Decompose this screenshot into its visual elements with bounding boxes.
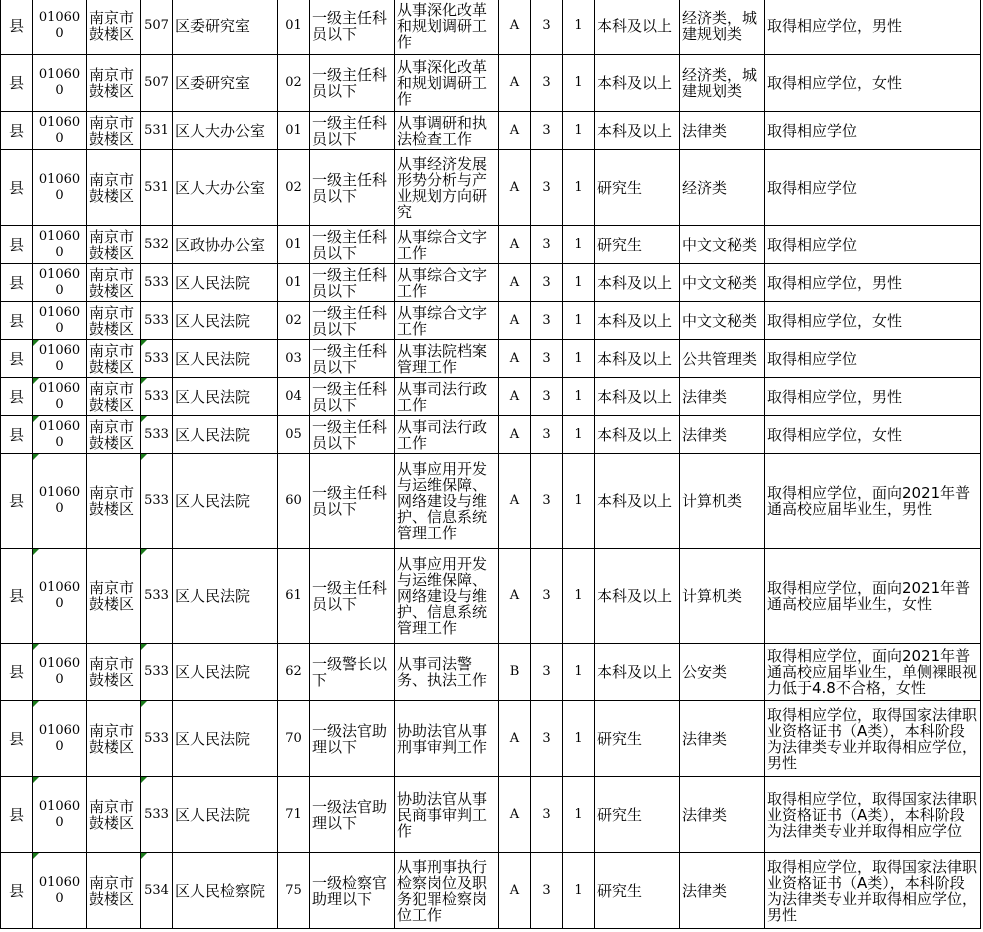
unit-cell: 区人民法院 — [173, 454, 278, 549]
unit-code-cell: 533 — [141, 340, 173, 378]
level-cell: 县 — [1, 549, 33, 644]
ratio-cell: 3 — [531, 0, 563, 55]
ratio-cell: 3 — [531, 112, 563, 150]
district-cell: 南京市鼓楼区 — [87, 112, 141, 150]
major-cell: 计算机类 — [680, 549, 765, 644]
level-cell: 县 — [1, 701, 33, 777]
requirements-cell: 取得相应学位，面向2021年普通高校应届毕业生，单侧裸眼视力低于4.8不合格，女性 — [765, 644, 981, 701]
unit-cell: 区人民法院 — [173, 302, 278, 340]
duty-cell: 从事调研和执法检查工作 — [395, 112, 499, 150]
position-code-cell: 02 — [278, 150, 310, 226]
unit-cell: 区人民法院 — [173, 416, 278, 454]
duty-cell: 从事应用开发与运维保障、网络建设与维护、信息系统管理工作 — [395, 549, 499, 644]
rank-cell: 一级主任科员以下 — [310, 416, 395, 454]
table-row — [1, 644, 981, 701]
requirements-cell: 取得相应学位，取得国家法律职业资格证书（A类），本科阶段为法律类专业并取得相应学位，男性 — [765, 853, 981, 929]
district-cell: 南京市鼓楼区 — [87, 777, 141, 853]
recruit-number-cell: 1 — [563, 226, 595, 264]
recruit-number-cell: 1 — [563, 644, 595, 701]
education-cell: 本科及以上 — [595, 302, 680, 340]
education-cell: 本科及以上 — [595, 340, 680, 378]
duty-cell: 从事司法行政工作 — [395, 378, 499, 416]
unit-code-cell: 533 — [141, 644, 173, 701]
unit-code-cell: 533 — [141, 416, 173, 454]
duty-cell: 从事经济发展形势分析与产业规划方向研究 — [395, 150, 499, 226]
code-cell: 010600 — [33, 853, 87, 929]
rank-cell: 一级主任科员以下 — [310, 454, 395, 549]
code-cell: 010600 — [33, 454, 87, 549]
unit-cell: 区人民法院 — [173, 701, 278, 777]
duty-cell: 从事深化改革和规划调研工作 — [395, 0, 499, 55]
rank-cell: 一级主任科员以下 — [310, 264, 395, 302]
major-cell: 法律类 — [680, 112, 765, 150]
unit-cell: 区人民检察院 — [173, 853, 278, 929]
unit-cell: 区人大办公室 — [173, 112, 278, 150]
level-cell: 县 — [1, 150, 33, 226]
rank-cell: 一级主任科员以下 — [310, 226, 395, 264]
recruit-number-cell: 1 — [563, 378, 595, 416]
code-cell: 010600 — [33, 644, 87, 701]
position-code-cell: 01 — [278, 0, 310, 55]
unit-code-cell: 531 — [141, 150, 173, 226]
unit-cell: 区政协办公室 — [173, 226, 278, 264]
level-cell: 县 — [1, 416, 33, 454]
level-cell: 县 — [1, 55, 33, 112]
requirements-cell: 取得相应学位，取得国家法律职业资格证书（A类），本科阶段为法律类专业并取得相应学位，男性 — [765, 701, 981, 777]
requirements-cell: 取得相应学位，女性 — [765, 55, 981, 112]
position-code-cell: 70 — [278, 701, 310, 777]
duty-cell: 从事综合文字工作 — [395, 226, 499, 264]
unit-cell: 区人大办公室 — [173, 150, 278, 226]
education-cell: 本科及以上 — [595, 264, 680, 302]
unit-cell: 区人民法院 — [173, 264, 278, 302]
requirements-cell: 取得相应学位 — [765, 150, 981, 226]
rank-cell: 一级法官助理以下 — [310, 777, 395, 853]
major-cell: 经济类，城建规划类 — [680, 0, 765, 55]
duty-cell: 从事综合文字工作 — [395, 302, 499, 340]
category-cell: A — [499, 302, 531, 340]
table-row — [1, 701, 981, 777]
category-cell: A — [499, 150, 531, 226]
recruit-number-cell: 1 — [563, 777, 595, 853]
position-code-cell: 04 — [278, 378, 310, 416]
rank-cell: 一级主任科员以下 — [310, 340, 395, 378]
code-cell: 010600 — [33, 55, 87, 112]
district-cell: 南京市鼓楼区 — [87, 701, 141, 777]
category-cell: A — [499, 340, 531, 378]
major-cell: 经济类 — [680, 150, 765, 226]
position-code-cell: 01 — [278, 264, 310, 302]
unit-cell: 区委研究室 — [173, 0, 278, 55]
category-cell: A — [499, 701, 531, 777]
district-cell: 南京市鼓楼区 — [87, 416, 141, 454]
district-cell: 南京市鼓楼区 — [87, 264, 141, 302]
district-cell: 南京市鼓楼区 — [87, 644, 141, 701]
unit-code-cell: 533 — [141, 454, 173, 549]
education-cell: 研究生 — [595, 777, 680, 853]
recruit-number-cell: 1 — [563, 112, 595, 150]
requirements-cell: 取得相应学位，男性 — [765, 264, 981, 302]
duty-cell: 从事司法行政工作 — [395, 416, 499, 454]
level-cell: 县 — [1, 112, 33, 150]
education-cell: 研究生 — [595, 701, 680, 777]
unit-code-cell: 533 — [141, 549, 173, 644]
unit-code-cell: 533 — [141, 302, 173, 340]
code-cell: 010600 — [33, 112, 87, 150]
level-cell: 县 — [1, 454, 33, 549]
requirements-cell: 取得相应学位 — [765, 112, 981, 150]
category-cell: A — [499, 112, 531, 150]
education-cell: 本科及以上 — [595, 378, 680, 416]
category-cell: A — [499, 226, 531, 264]
unit-cell: 区委研究室 — [173, 55, 278, 112]
education-cell: 本科及以上 — [595, 644, 680, 701]
education-cell: 研究生 — [595, 150, 680, 226]
category-cell: A — [499, 777, 531, 853]
rank-cell: 一级主任科员以下 — [310, 55, 395, 112]
code-cell: 010600 — [33, 416, 87, 454]
major-cell: 公安类 — [680, 644, 765, 701]
rank-cell: 一级主任科员以下 — [310, 0, 395, 55]
position-code-cell: 71 — [278, 777, 310, 853]
major-cell: 经济类，城建规划类 — [680, 55, 765, 112]
education-cell: 本科及以上 — [595, 55, 680, 112]
code-cell: 010600 — [33, 0, 87, 55]
major-cell: 计算机类 — [680, 454, 765, 549]
district-cell: 南京市鼓楼区 — [87, 150, 141, 226]
ratio-cell: 3 — [531, 340, 563, 378]
education-cell: 研究生 — [595, 226, 680, 264]
unit-code-cell: 531 — [141, 112, 173, 150]
rank-cell: 一级警长以下 — [310, 644, 395, 701]
requirements-cell: 取得相应学位，面向2021年普通高校应届毕业生，男性 — [765, 454, 981, 549]
table-row — [1, 150, 981, 226]
district-cell: 南京市鼓楼区 — [87, 0, 141, 55]
unit-code-cell: 507 — [141, 0, 173, 55]
table-row — [1, 302, 981, 340]
level-cell: 县 — [1, 378, 33, 416]
category-cell: A — [499, 0, 531, 55]
major-cell: 法律类 — [680, 378, 765, 416]
code-cell: 010600 — [33, 150, 87, 226]
ratio-cell: 3 — [531, 416, 563, 454]
duty-cell: 从事综合文字工作 — [395, 264, 499, 302]
code-cell: 010600 — [33, 226, 87, 264]
ratio-cell: 3 — [531, 853, 563, 929]
level-cell: 县 — [1, 777, 33, 853]
ratio-cell: 3 — [531, 150, 563, 226]
unit-code-cell: 507 — [141, 55, 173, 112]
education-cell: 研究生 — [595, 853, 680, 929]
category-cell: A — [499, 853, 531, 929]
district-cell: 南京市鼓楼区 — [87, 853, 141, 929]
category-cell: A — [499, 416, 531, 454]
level-cell: 县 — [1, 264, 33, 302]
major-cell: 公共管理类 — [680, 340, 765, 378]
position-code-cell: 60 — [278, 454, 310, 549]
code-cell: 010600 — [33, 378, 87, 416]
ratio-cell: 3 — [531, 701, 563, 777]
rank-cell: 一级主任科员以下 — [310, 549, 395, 644]
ratio-cell: 3 — [531, 264, 563, 302]
table-row — [1, 853, 981, 929]
table-row — [1, 112, 981, 150]
level-cell: 县 — [1, 0, 33, 55]
requirements-cell: 取得相应学位，面向2021年普通高校应届毕业生，女性 — [765, 549, 981, 644]
district-cell: 南京市鼓楼区 — [87, 226, 141, 264]
unit-code-cell: 533 — [141, 777, 173, 853]
level-cell: 县 — [1, 302, 33, 340]
recruit-number-cell: 1 — [563, 853, 595, 929]
ratio-cell: 3 — [531, 549, 563, 644]
duty-cell: 从事深化改革和规划调研工作 — [395, 55, 499, 112]
recruit-number-cell: 1 — [563, 416, 595, 454]
major-cell: 中文文秘类 — [680, 302, 765, 340]
rank-cell: 一级主任科员以下 — [310, 112, 395, 150]
recruit-number-cell: 1 — [563, 701, 595, 777]
unit-cell: 区人民法院 — [173, 777, 278, 853]
requirements-cell: 取得相应学位，女性 — [765, 302, 981, 340]
table-row — [1, 454, 981, 549]
district-cell: 南京市鼓楼区 — [87, 55, 141, 112]
unit-code-cell: 534 — [141, 853, 173, 929]
recruit-number-cell: 1 — [563, 340, 595, 378]
table-row — [1, 777, 981, 853]
unit-code-cell: 532 — [141, 226, 173, 264]
ratio-cell: 3 — [531, 302, 563, 340]
district-cell: 南京市鼓楼区 — [87, 454, 141, 549]
major-cell: 法律类 — [680, 701, 765, 777]
duty-cell: 协助法官从事刑事审判工作 — [395, 701, 499, 777]
rank-cell: 一级法官助理以下 — [310, 701, 395, 777]
education-cell: 本科及以上 — [595, 0, 680, 55]
position-code-cell: 01 — [278, 112, 310, 150]
duty-cell: 从事应用开发与运维保障、网络建设与维护、信息系统管理工作 — [395, 454, 499, 549]
code-cell: 010600 — [33, 549, 87, 644]
duty-cell: 从事法院档案管理工作 — [395, 340, 499, 378]
table-row — [1, 226, 981, 264]
code-cell: 010600 — [33, 777, 87, 853]
position-code-cell: 61 — [278, 549, 310, 644]
recruit-number-cell: 1 — [563, 302, 595, 340]
requirements-cell: 取得相应学位，男性 — [765, 378, 981, 416]
position-code-cell: 62 — [278, 644, 310, 701]
category-cell: A — [499, 264, 531, 302]
table-row — [1, 340, 981, 378]
district-cell: 南京市鼓楼区 — [87, 378, 141, 416]
recruit-number-cell: 1 — [563, 0, 595, 55]
position-code-cell: 02 — [278, 55, 310, 112]
position-code-cell: 75 — [278, 853, 310, 929]
category-cell: A — [499, 454, 531, 549]
education-cell: 本科及以上 — [595, 549, 680, 644]
unit-code-cell: 533 — [141, 378, 173, 416]
code-cell: 010600 — [33, 340, 87, 378]
code-cell: 010600 — [33, 264, 87, 302]
ratio-cell: 3 — [531, 55, 563, 112]
education-cell: 本科及以上 — [595, 416, 680, 454]
table-row — [1, 416, 981, 454]
position-code-cell: 05 — [278, 416, 310, 454]
rank-cell: 一级主任科员以下 — [310, 378, 395, 416]
level-cell: 县 — [1, 226, 33, 264]
education-cell: 本科及以上 — [595, 454, 680, 549]
category-cell: A — [499, 549, 531, 644]
unit-code-cell: 533 — [141, 701, 173, 777]
ratio-cell: 3 — [531, 378, 563, 416]
major-cell: 法律类 — [680, 777, 765, 853]
code-cell: 010600 — [33, 701, 87, 777]
recruit-number-cell: 1 — [563, 55, 595, 112]
major-cell: 中文文秘类 — [680, 264, 765, 302]
category-cell: A — [499, 378, 531, 416]
requirements-cell: 取得相应学位，男性 — [765, 0, 981, 55]
ratio-cell: 3 — [531, 454, 563, 549]
table-row — [1, 55, 981, 112]
district-cell: 南京市鼓楼区 — [87, 302, 141, 340]
major-cell: 中文文秘类 — [680, 226, 765, 264]
recruit-number-cell: 1 — [563, 264, 595, 302]
unit-cell: 区人民法院 — [173, 340, 278, 378]
rank-cell: 一级检察官助理以下 — [310, 853, 395, 929]
level-cell: 县 — [1, 340, 33, 378]
duty-cell: 从事刑事执行检察岗位及职务犯罪检察岗位工作 — [395, 853, 499, 929]
district-cell: 南京市鼓楼区 — [87, 340, 141, 378]
unit-cell: 区人民法院 — [173, 378, 278, 416]
position-code-cell: 02 — [278, 302, 310, 340]
ratio-cell: 3 — [531, 226, 563, 264]
recruit-number-cell: 1 — [563, 150, 595, 226]
category-cell: B — [499, 644, 531, 701]
position-code-cell: 01 — [278, 226, 310, 264]
requirements-cell: 取得相应学位 — [765, 340, 981, 378]
code-cell: 010600 — [33, 302, 87, 340]
recruit-number-cell: 1 — [563, 549, 595, 644]
rank-cell: 一级主任科员以下 — [310, 150, 395, 226]
ratio-cell: 3 — [531, 777, 563, 853]
recruit-number-cell: 1 — [563, 454, 595, 549]
unit-code-cell: 533 — [141, 264, 173, 302]
major-cell: 法律类 — [680, 853, 765, 929]
table-row — [1, 0, 981, 55]
duty-cell: 从事司法警务、执法工作 — [395, 644, 499, 701]
major-cell: 法律类 — [680, 416, 765, 454]
table-row — [1, 378, 981, 416]
table-body — [1, 0, 981, 929]
district-cell: 南京市鼓楼区 — [87, 549, 141, 644]
level-cell: 县 — [1, 853, 33, 929]
rank-cell: 一级主任科员以下 — [310, 302, 395, 340]
unit-cell: 区人民法院 — [173, 644, 278, 701]
table-row — [1, 549, 981, 644]
ratio-cell: 3 — [531, 644, 563, 701]
duty-cell: 协助法官从事民商事审判工作 — [395, 777, 499, 853]
requirements-cell: 取得相应学位，女性 — [765, 416, 981, 454]
requirements-cell: 取得相应学位，取得国家法律职业资格证书（A类），本科阶段为法律类专业并取得相应学位 — [765, 777, 981, 853]
level-cell: 县 — [1, 644, 33, 701]
unit-cell: 区人民法院 — [173, 549, 278, 644]
education-cell: 本科及以上 — [595, 112, 680, 150]
category-cell: A — [499, 55, 531, 112]
requirements-cell: 取得相应学位 — [765, 226, 981, 264]
position-code-cell: 03 — [278, 340, 310, 378]
table-row — [1, 264, 981, 302]
